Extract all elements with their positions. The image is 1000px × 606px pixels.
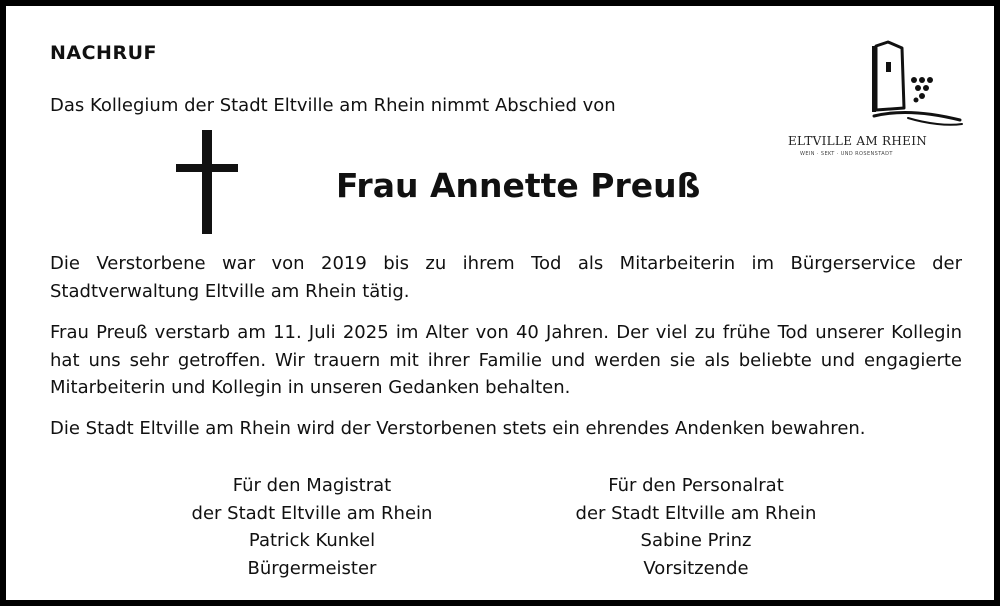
signature-line: der Stadt Eltville am Rhein <box>191 502 433 524</box>
paragraph-employment: Die Verstorbene war von 2019 bis zu ihrem Tod als Mitarbeiterin im Bürgerservice der Stadtverwaltung Eltville am Rhein tätig. <box>50 253 962 302</box>
city-logo <box>788 38 968 164</box>
castle-tower-grapes-icon <box>788 38 968 134</box>
signature-line: der Stadt Eltville am Rhein <box>575 502 817 524</box>
signature-line: Für den Magistrat <box>232 475 392 496</box>
notice-heading: NACHRUF <box>50 42 157 64</box>
deceased-name: Frau Annette Preuß <box>336 166 701 205</box>
signature-name: Sabine Prinz <box>640 530 752 551</box>
logo-subtitle: WEIN · SEKT · UND ROSENSTADT <box>800 151 893 157</box>
signature-magistrat <box>112 472 512 582</box>
intro-line: Das Kollegium der Stadt Eltville am Rhein nimmt Abschied von <box>50 95 616 116</box>
paragraph-remembrance: Die Stadt Eltville am Rhein wird der Verstorbenen stets ein ehrendes Andenken bewahren. <box>50 418 866 439</box>
paragraph-death: Frau Preuß verstarb am 11. Juli 2025 im Alter von 40 Jahren. Der viel zu frühe Tod unserer Kollegin hat uns sehr getroffen. Wir trauern mit ihrer Familie und werden sie als beliebte und engagierte Mitarbeiterin und Kollegin in unseren Gedanken behalten. <box>50 322 962 398</box>
signature-personalrat <box>496 472 896 582</box>
cross-icon <box>176 130 238 234</box>
signature-name: Patrick Kunkel <box>248 530 376 551</box>
signature-role: Bürgermeister <box>247 557 377 579</box>
signature-role: Vorsitzende <box>643 557 749 579</box>
logo-title: ELTVILLE AM RHEIN <box>788 134 928 148</box>
signature-line: Für den Personalrat <box>608 475 784 496</box>
